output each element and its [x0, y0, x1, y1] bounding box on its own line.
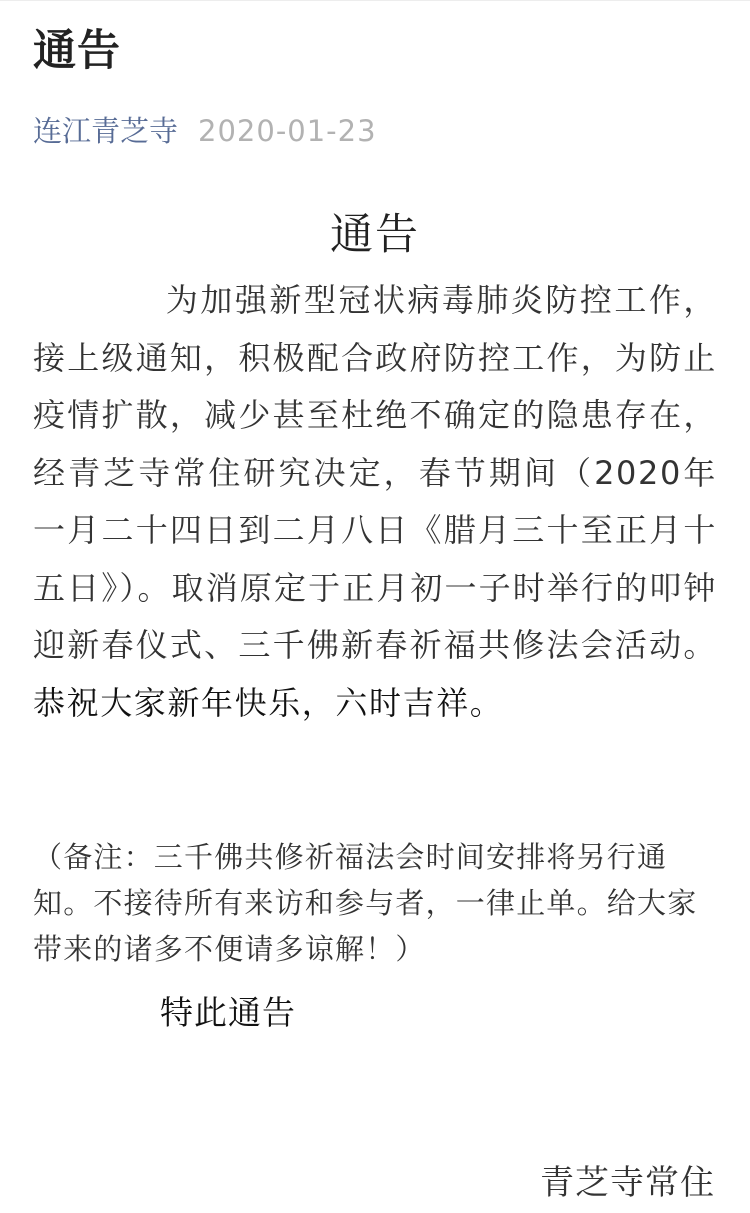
notice-body	[33, 272, 717, 732]
article-meta	[33, 111, 377, 151]
article-title: 通告	[33, 26, 121, 76]
publish-date: 2020-01-23	[198, 114, 377, 148]
account-name-link[interactable]: 连江青芝寺	[33, 114, 179, 148]
top-divider	[0, 0, 750, 1]
notice-signature: 青芝寺常住	[540, 1163, 715, 1203]
notice-greeting: 恭祝大家新年快乐，六时吉祥。	[33, 683, 504, 722]
notice-closing: 特此通告	[160, 993, 296, 1032]
notice-remark: （备注：三千佛共修祈福法会时间安排将另行通知。不接待所有来访和参与者，一律止单。给大家带来的诸多不便请多谅解！）	[33, 840, 698, 966]
notice-body-main: 为加强新型冠状病毒肺炎防控工作，接上级通知，积极配合政府防控工作，为防止疫情扩散，减少甚至杜绝不确定的隐患存在，经青芝寺常住研究决定，春节期间（2020年一月二十四日到二月八日《腊月三十至正月十五日》）。取消原定于正月初一子时举行的叩钟迎新春仪式、三千佛新春祈福共修法会活动。	[33, 281, 717, 664]
notice-heading: 通告	[330, 210, 420, 260]
